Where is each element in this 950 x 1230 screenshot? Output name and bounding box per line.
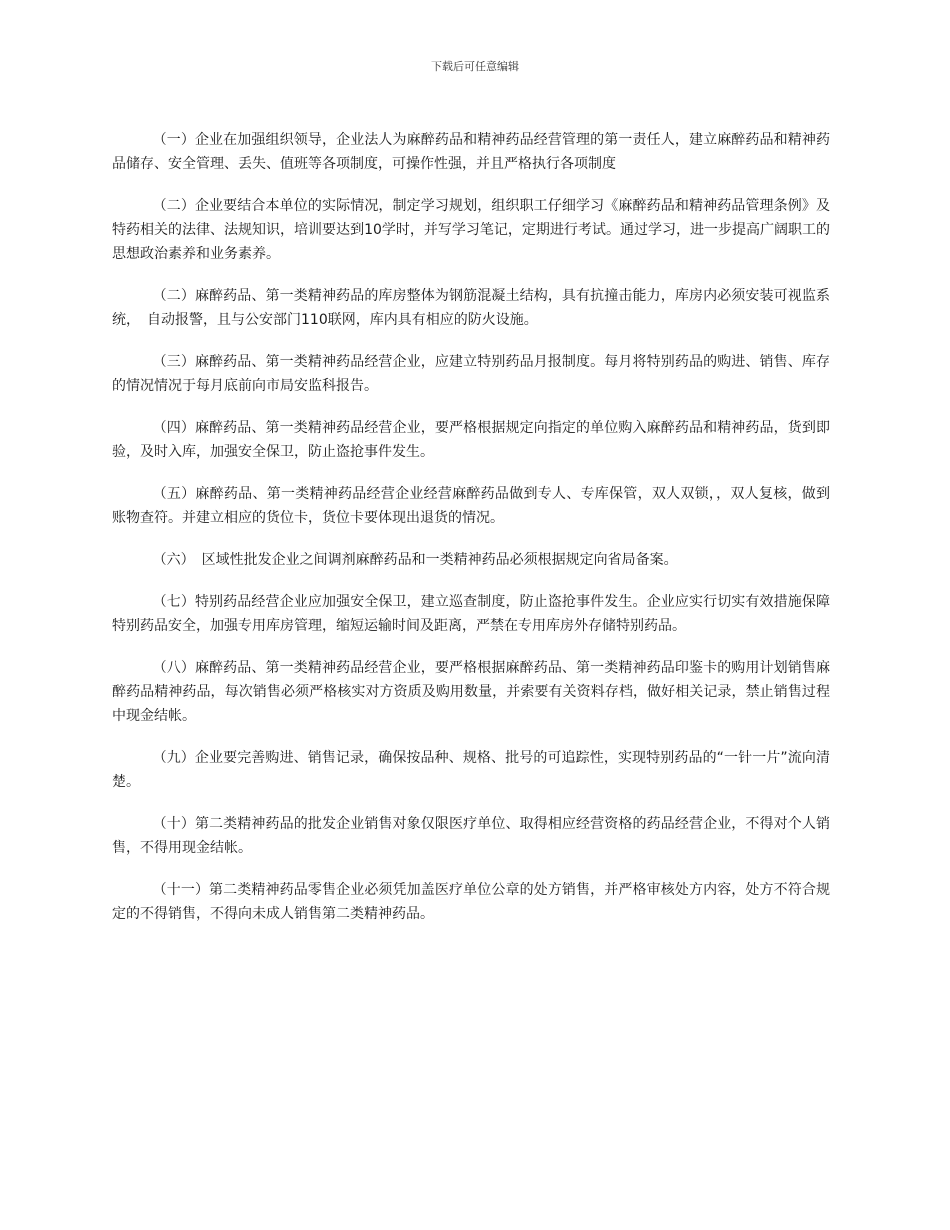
paragraph: （九）企业要完善购进、销售记录，确保按品种、规格、批号的可追踪性，实现特别药品的“一针一片”流向清楚。 (112, 750, 830, 790)
paragraph: （八）麻醉药品、第一类精神药品经营企业，要严格根据麻醉药品、第一类精神药品印鉴卡的购用计划销售麻醉药品精神药品，每次销售必须严格核实对方资质及购用数量，并索要有关资料存档，做好相关记录，禁止销售过程中现金结帐。 (112, 660, 830, 724)
paragraph: （三）麻醉药品、第一类精神药品经营企业，应建立特别药品月报制度。每月将特别药品的购进、销售、库存的情况情况于每月底前向市局安监科报告。 (112, 354, 830, 394)
paragraph: （十一）第二类精神药品零售企业必须凭加盖医疗单位公章的处方销售，并严格审核处方内容，处方不符合规定的不得销售，不得向未成人销售第二类精神药品。 (112, 882, 830, 922)
paragraph: （一）企业在加强组织领导，企业法人为麻醉药品和精神药品经营管理的第一责任人，建立麻醉药品和精神药品储存、安全管理、丢失、值班等各项制度，可操作性强，并且严格执行各项制度 (112, 132, 830, 172)
paragraph: （六） 区域性批发企业之间调剂麻醉药品和一类精神药品必须根据规定向省局备案。 (152, 552, 678, 568)
paragraph: （四）麻醉药品、第一类精神药品经营企业，要严格根据规定向指定的单位购入麻醉药品和精神药品，货到即验，及时入库，加强安全保卫，防止盗抢事件发生。 (112, 420, 830, 460)
document-body (112, 128, 830, 944)
paragraph: （十）第二类精神药品的批发企业销售对象仅限医疗单位、取得相应经营资格的药品经营企业，不得对个人销售，不得用现金结帐。 (112, 816, 830, 856)
paragraph: （二）企业要结合本单位的实际情况，制定学习规划，组织职工仔细学习《麻醉药品和精神药品管理条例》及特药相关的法律、法规知识，培训要达到10学时，并写学习笔记，定期进行考试。通过学习，进一步提高广阔职工的思想政治素养和业务素养。 (112, 198, 830, 262)
paragraph: （五）麻醉药品、第一类精神药品经营企业经营麻醉药品做到专人、专库保管，双人双锁，，双人复核，做到账物查符。并建立相应的货位卡，货位卡要体现出退货的情况。 (112, 486, 830, 526)
header-note: 下载后可任意编辑 (431, 60, 519, 73)
paragraph: （二）麻醉药品、第一类精神药品的库房整体为钢筋混凝土结构，具有抗撞击能力，库房内必须安装可视监系统， 自动报警，且与公安部门110联网，库内具有相应的防火设施。 (112, 288, 830, 328)
paragraph: （七）特别药品经营企业应加强安全保卫，建立巡查制度，防止盗抢事件发生。企业应实行切实有效措施保障特别药品安全，加强专用库房管理，缩短运输时间及距离，严禁在专用库房外存储特别药品。 (112, 594, 830, 634)
